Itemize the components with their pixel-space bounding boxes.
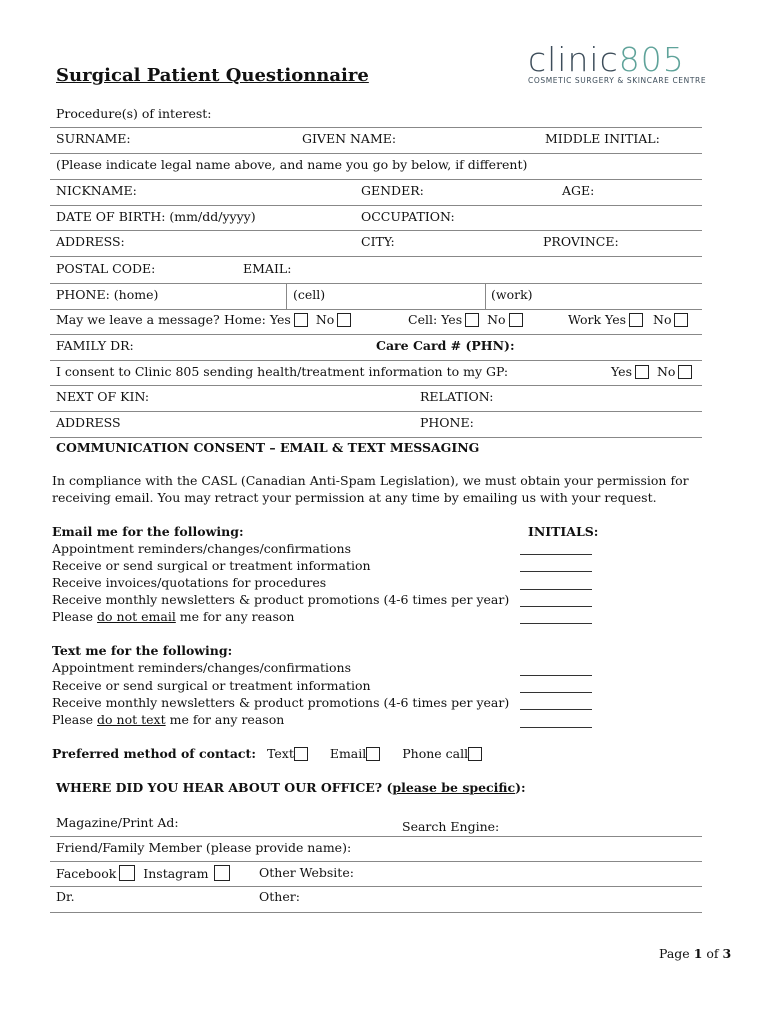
other-label: Other: xyxy=(259,889,300,904)
gp-consent-label: I consent to Clinic 805 sending health/treatment information to my GP: xyxy=(56,364,509,379)
home-yes-label: Home: Yes xyxy=(224,312,291,327)
preferred-contact-options xyxy=(267,746,482,761)
city-label: CITY: xyxy=(361,234,395,249)
consent-heading: COMMUNICATION CONSENT – EMAIL & TEXT MESSAGING xyxy=(56,440,480,455)
initials-line[interactable] xyxy=(520,606,592,607)
instagram-label: Instagram xyxy=(143,866,209,881)
care-card-label: Care Card # (PHN): xyxy=(376,338,515,353)
given-name-label: GIVEN NAME: xyxy=(302,131,397,146)
occupation-label: OCCUPATION: xyxy=(361,209,455,224)
postal-code-label: POSTAL CODE: xyxy=(56,261,156,276)
divider xyxy=(50,283,702,284)
surname-label: SURNAME: xyxy=(56,131,131,146)
page-number xyxy=(659,946,731,961)
gp-no-checkbox[interactable] xyxy=(678,365,692,379)
logo-number-text: 805 xyxy=(618,40,685,79)
text-opt-out-emphasis: do not text xyxy=(97,712,166,727)
initials-heading: INITIALS: xyxy=(528,524,599,539)
divider xyxy=(50,309,702,310)
next-of-kin-label: NEXT OF KIN: xyxy=(56,389,150,404)
initials-line[interactable] xyxy=(520,623,592,624)
email-option-checkbox[interactable] xyxy=(366,747,380,761)
email-label: EMAIL: xyxy=(243,261,292,276)
email-opt-out-suffix: me for any reason xyxy=(175,609,295,624)
home-yes-checkbox[interactable] xyxy=(294,313,308,327)
work-yes-label: Work Yes xyxy=(568,312,627,327)
initials-line[interactable] xyxy=(520,692,592,693)
phone-option-checkbox[interactable] xyxy=(468,747,482,761)
other-website-label: Other Website: xyxy=(259,865,354,880)
facebook-checkbox[interactable] xyxy=(119,865,135,881)
email-opt-out xyxy=(52,609,294,624)
middle-initial-label: MIDDLE INITIAL: xyxy=(545,131,660,146)
cell-no-label: No xyxy=(487,312,506,327)
instagram-checkbox[interactable] xyxy=(214,865,230,881)
logo-tagline: COSMETIC SURGERY & SKINCARE CENTRE xyxy=(528,76,707,85)
gp-yes-label: Yes xyxy=(611,364,632,379)
divider xyxy=(50,886,702,887)
text-opt-out-suffix: me for any reason xyxy=(165,712,285,727)
magazine-label: Magazine/Print Ad: xyxy=(56,815,179,830)
divider xyxy=(50,861,702,862)
preferred-contact-label: Preferred method of contact: xyxy=(52,746,256,761)
divider xyxy=(50,437,702,438)
text-heading: Text me for the following: xyxy=(52,643,233,658)
facebook-label: Facebook xyxy=(56,866,117,881)
work-no-checkbox[interactable] xyxy=(674,313,688,327)
leave-message-label: May we leave a message? xyxy=(56,312,220,327)
divider xyxy=(50,912,702,913)
gp-consent-option xyxy=(611,364,692,379)
divider xyxy=(50,179,702,180)
referral-heading-prefix: WHERE DID YOU HEAR ABOUT OUR OFFICE? ( xyxy=(56,780,393,795)
email-option-label: Email xyxy=(329,746,367,761)
text-opt-out xyxy=(52,712,284,727)
cell-message-option xyxy=(408,312,523,327)
dr-label: Dr. xyxy=(56,889,75,904)
page-current: 1 xyxy=(693,946,703,961)
cell-yes-checkbox[interactable] xyxy=(465,313,479,327)
page-total: 3 xyxy=(722,946,732,961)
phone-home-label: PHONE: (home) xyxy=(56,287,159,302)
email-item: Receive invoices/quotations for procedures xyxy=(52,575,327,590)
referral-heading-suffix: ): xyxy=(515,780,526,795)
social-options xyxy=(56,865,230,881)
divider xyxy=(50,153,702,154)
text-item: Receive monthly newsletters & product promotions (4-6 times per year) xyxy=(52,695,510,710)
email-item: Receive or send surgical or treatment information xyxy=(52,558,371,573)
phone-cell-label: (cell) xyxy=(293,287,326,302)
legal-name-note: (Please indicate legal name above, and name you go by below, if different) xyxy=(56,157,528,172)
text-option-checkbox[interactable] xyxy=(294,747,308,761)
divider xyxy=(50,334,702,335)
referral-heading-emphasis: please be specific xyxy=(392,780,516,795)
consent-paragraph-line2: receiving email. You may retract your permission at any time by emailing us with your request. xyxy=(52,490,657,505)
work-message-option xyxy=(568,312,688,327)
address-label: ADDRESS: xyxy=(56,234,125,249)
nickname-label: NICKNAME: xyxy=(56,183,137,198)
divider xyxy=(50,411,702,412)
text-item: Appointment reminders/changes/confirmations xyxy=(52,660,351,675)
initials-line[interactable] xyxy=(520,727,592,728)
phone-work-label: (work) xyxy=(491,287,533,302)
dob-label: DATE OF BIRTH: (mm/dd/yyyy) xyxy=(56,209,256,224)
email-item: Appointment reminders/changes/confirmations xyxy=(52,541,351,556)
divider xyxy=(50,205,702,206)
divider xyxy=(50,385,702,386)
cell-no-checkbox[interactable] xyxy=(509,313,523,327)
age-label: AGE: xyxy=(562,183,595,198)
gp-no-label: No xyxy=(656,364,676,379)
logo-clinic-text: clinic xyxy=(528,40,619,79)
divider xyxy=(50,127,702,128)
page-separator: of xyxy=(702,946,723,961)
page-prefix: Page xyxy=(659,946,694,961)
email-opt-out-emphasis: do not email xyxy=(97,609,176,624)
initials-line[interactable] xyxy=(520,675,592,676)
text-item: Receive or send surgical or treatment information xyxy=(52,678,371,693)
initials-line[interactable] xyxy=(520,571,592,572)
referral-heading xyxy=(56,780,526,795)
cell-yes-label: Cell: Yes xyxy=(408,312,463,327)
text-option-label: Text xyxy=(267,746,294,761)
divider xyxy=(50,256,702,257)
email-heading: Email me for the following: xyxy=(52,524,244,539)
initials-line[interactable] xyxy=(520,589,592,590)
kin-phone-label: PHONE: xyxy=(420,415,474,430)
divider xyxy=(50,360,702,361)
divider xyxy=(286,283,287,309)
work-yes-checkbox[interactable] xyxy=(629,313,643,327)
text-opt-out-prefix: Please xyxy=(52,712,98,727)
friend-family-label: Friend/Family Member (please provide name): xyxy=(56,840,352,855)
divider xyxy=(485,283,486,309)
kin-address-label: ADDRESS xyxy=(56,415,121,430)
search-engine-label: Search Engine: xyxy=(402,819,500,834)
initials-line[interactable] xyxy=(520,709,592,710)
gp-yes-checkbox[interactable] xyxy=(635,365,649,379)
page-title: Surgical Patient Questionnaire xyxy=(56,65,369,86)
relation-label: RELATION: xyxy=(420,389,494,404)
initials-line[interactable] xyxy=(520,554,592,555)
consent-paragraph-line1: In compliance with the CASL (Canadian Anti-Spam Legislation), we must obtain your permission for xyxy=(52,473,689,488)
divider xyxy=(50,836,702,837)
family-dr-label: FAMILY DR: xyxy=(56,338,134,353)
procedure-label: Procedure(s) of interest: xyxy=(56,106,212,121)
email-opt-out-prefix: Please xyxy=(52,609,98,624)
home-message-option xyxy=(224,312,351,327)
phone-option-label: Phone call xyxy=(402,746,469,761)
home-no-label: No xyxy=(315,312,335,327)
work-no-label: No xyxy=(653,312,672,327)
gender-label: GENDER: xyxy=(361,183,424,198)
home-no-checkbox[interactable] xyxy=(337,313,351,327)
province-label: PROVINCE: xyxy=(543,234,619,249)
email-item: Receive monthly newsletters & product promotions (4-6 times per year) xyxy=(52,592,510,607)
divider xyxy=(50,230,702,231)
clinic-logo xyxy=(528,40,706,85)
